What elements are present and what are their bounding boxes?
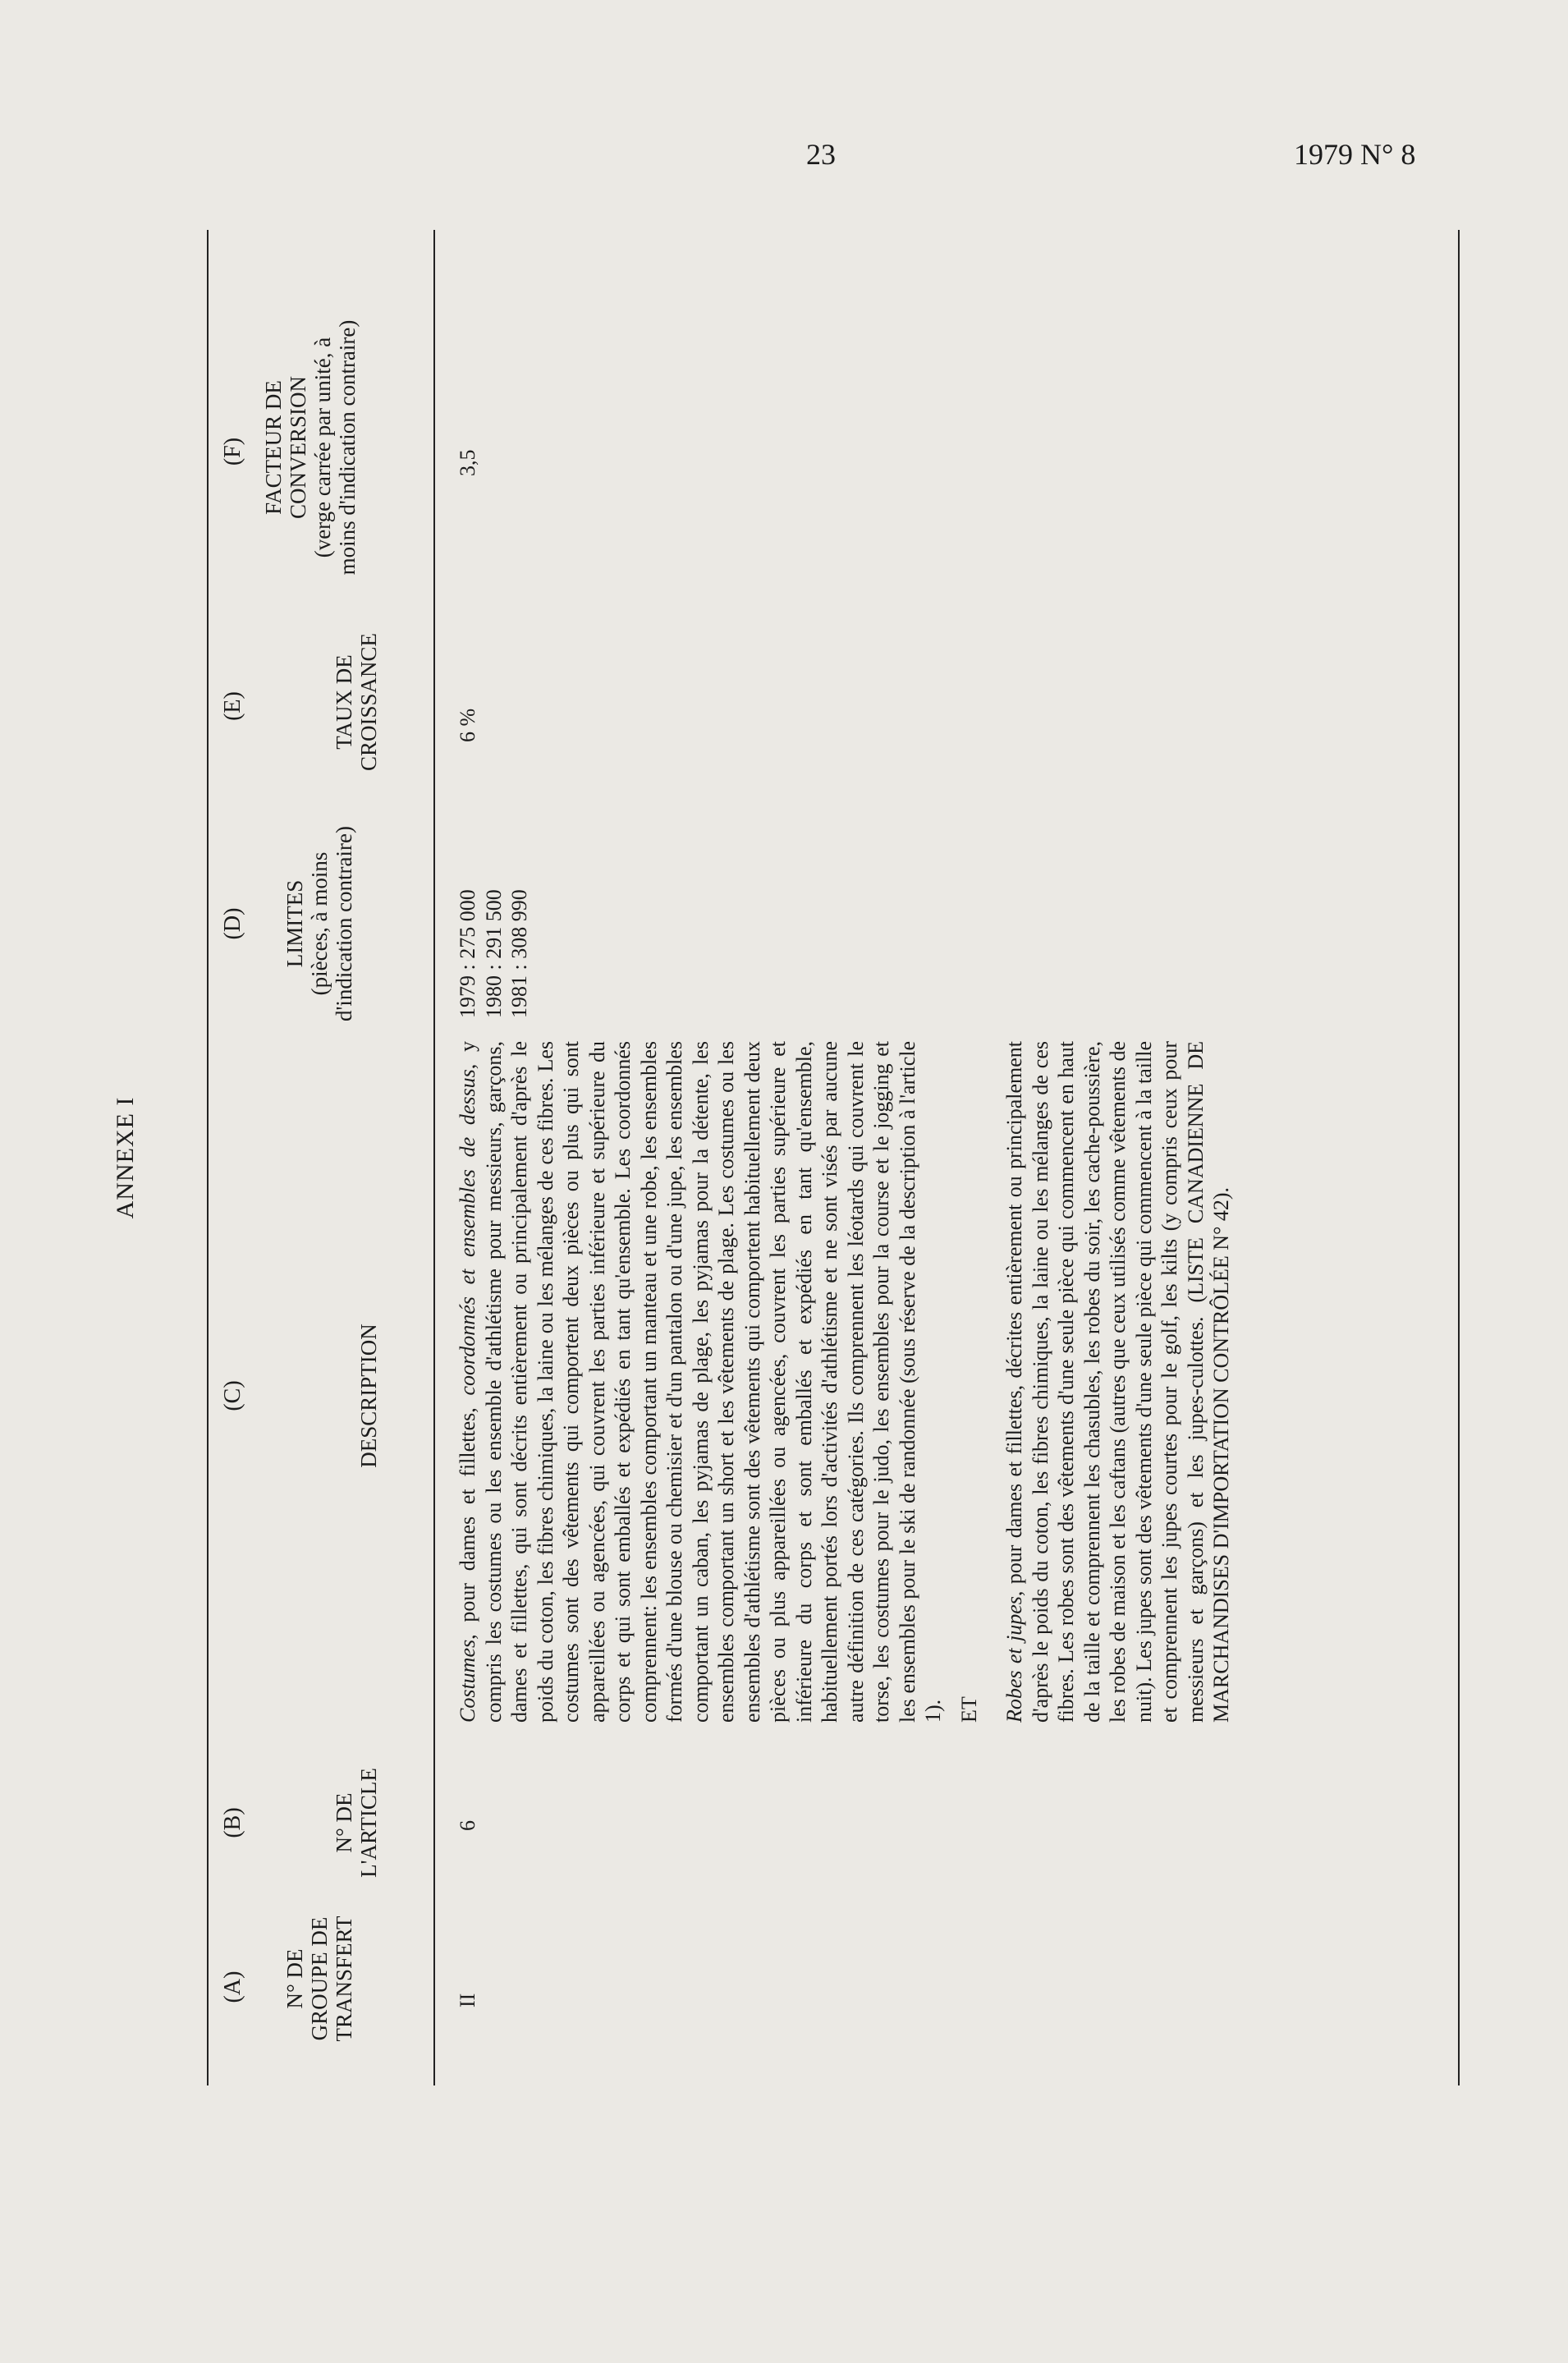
growth-rate: 6 % [456,708,479,742]
col-f-subtitle: (verge carrée par unité, à moins d'indication contraire) [310,319,360,576]
description-robes [1002,1041,1235,1723]
col-a-letter: (A) [220,1971,245,2003]
table-bottom-rule [1458,230,1460,2085]
desc-costumes-text: , y compris les costumes ou les ensemble d'athlétisme pour messieurs, garçons, dames et fillettes, qui sont décrits entièrement ou principalement d'après le poids du coton, les fibres chimiques, la laine ou les mélanges de ces fibres. Les costumes sont des vêtements qui comportent deux pièces ou plus qui sont appareillées ou agencées, qui couvrent les parties inférieure et supérieure du corps et qui sont emballés et expédiés en tant qu'ensemble. Les coordonnés comprennent: les ensembles comportant un manteau et une robe, les ensembles formés d'une blouse ou chemisier et d'un pantalon ou d'une jupe, les ensembles comportant un caban, les pyjamas de plage, les pyjamas pour la détente, les ensembles comportant un short et les vêtements de plage. Les costumes ou les ensembles d'athlétisme sont des vêtements qui comportent habituellement deux pièces ou plus appareillées ou agencées, couvrent les parties supérieure et inférieure du corps et sont emballés et expédiés en tant qu'ensemble, habituellement portés lors d'activités d'athlétisme et ne sont visés par aucune autre définition de ces catégories. Ils comprennent les léotards qui couvrent le torse, les costumes pour le judo, les ensembles pour la course et le jogging et les ensembles pour le ski de randonnée (sous réserve de la description à l'article 1). [456,1041,945,1723]
col-c-title: DESCRIPTION [356,1324,381,1468]
desc-robes-text: , pour dames et fillettes, décrites entièrement ou principalement d'après le poids du coton, les fibres chimiques, la laine ou les mélanges de ces fibres. Les robes sont des vêtements d'une seule pièce qui commencent en haut de la taille et comprennent les chasubles, les robes du soir, les cache-poussière, les robes de maison et les caftans (autres que ceux utilisés comme vêtements de nuit). Les jupes sont des vêtements d'une seule pièce qui commencent à la taille et comprennent les jupes courtes pour le golf, les kilts (y compris ceux pour messieurs et garçons) et les jupes-culottes. (LISTE CANADIENNE DE MARCHANDISES D'IMPORTATION CONTRÔLÉE N° 42). [1002,1040,1233,1723]
annex-table [112,230,1515,2085]
issue-number: 1979 N° 8 [1294,138,1416,171]
annex-title: ANNEXE I [112,1096,139,1219]
col-e-letter: (E) [220,691,245,721]
limits [455,889,533,1018]
col-f-title: FACTEUR DE CONVERSION [261,376,310,520]
col-d-letter: (D) [220,907,245,940]
desc-robes-heading: Robes et jupes [1002,1596,1026,1723]
col-b-title: N° DE L'ARTICLE [332,1768,381,1878]
col-d-header [282,817,356,1030]
col-a-title: N° DE GROUPE DE TRANSFERT [282,1916,356,2042]
limit-1980: 1980 : 291 500 [481,889,506,1018]
desc-coordonnes-heading: coordonnés et ensembles de dessus [456,1069,479,1396]
col-d-subtitle: (pièces, à moins d'indication contraire) [307,825,356,1022]
col-f-letter: (F) [220,437,245,466]
limit-1979: 1979 : 275 000 [456,889,479,1018]
article-number: 6 [456,1820,479,1831]
table-top-rule [207,230,209,2085]
limit-1981: 1981 : 308 990 [507,889,531,1018]
conversion-factor: 3,5 [456,449,479,476]
description-conjunction: ET [956,1696,981,1723]
desc-costumes-mid: , pour dames et fillettes, [456,1395,479,1640]
desc-costumes-heading: Costumes [456,1639,479,1723]
col-c-letter: (C) [220,1380,245,1411]
group-number: II [456,1993,479,2007]
header-bottom-rule [433,230,435,2085]
description-costumes [455,1041,947,1723]
col-e-title: TAUX DE CROISSANCE [332,632,381,772]
description [455,1041,1235,1723]
col-d-title: LIMITES [282,879,307,968]
page-number: 23 [806,138,836,171]
col-b-letter: (B) [220,1807,245,1838]
col-f-header [233,312,360,583]
